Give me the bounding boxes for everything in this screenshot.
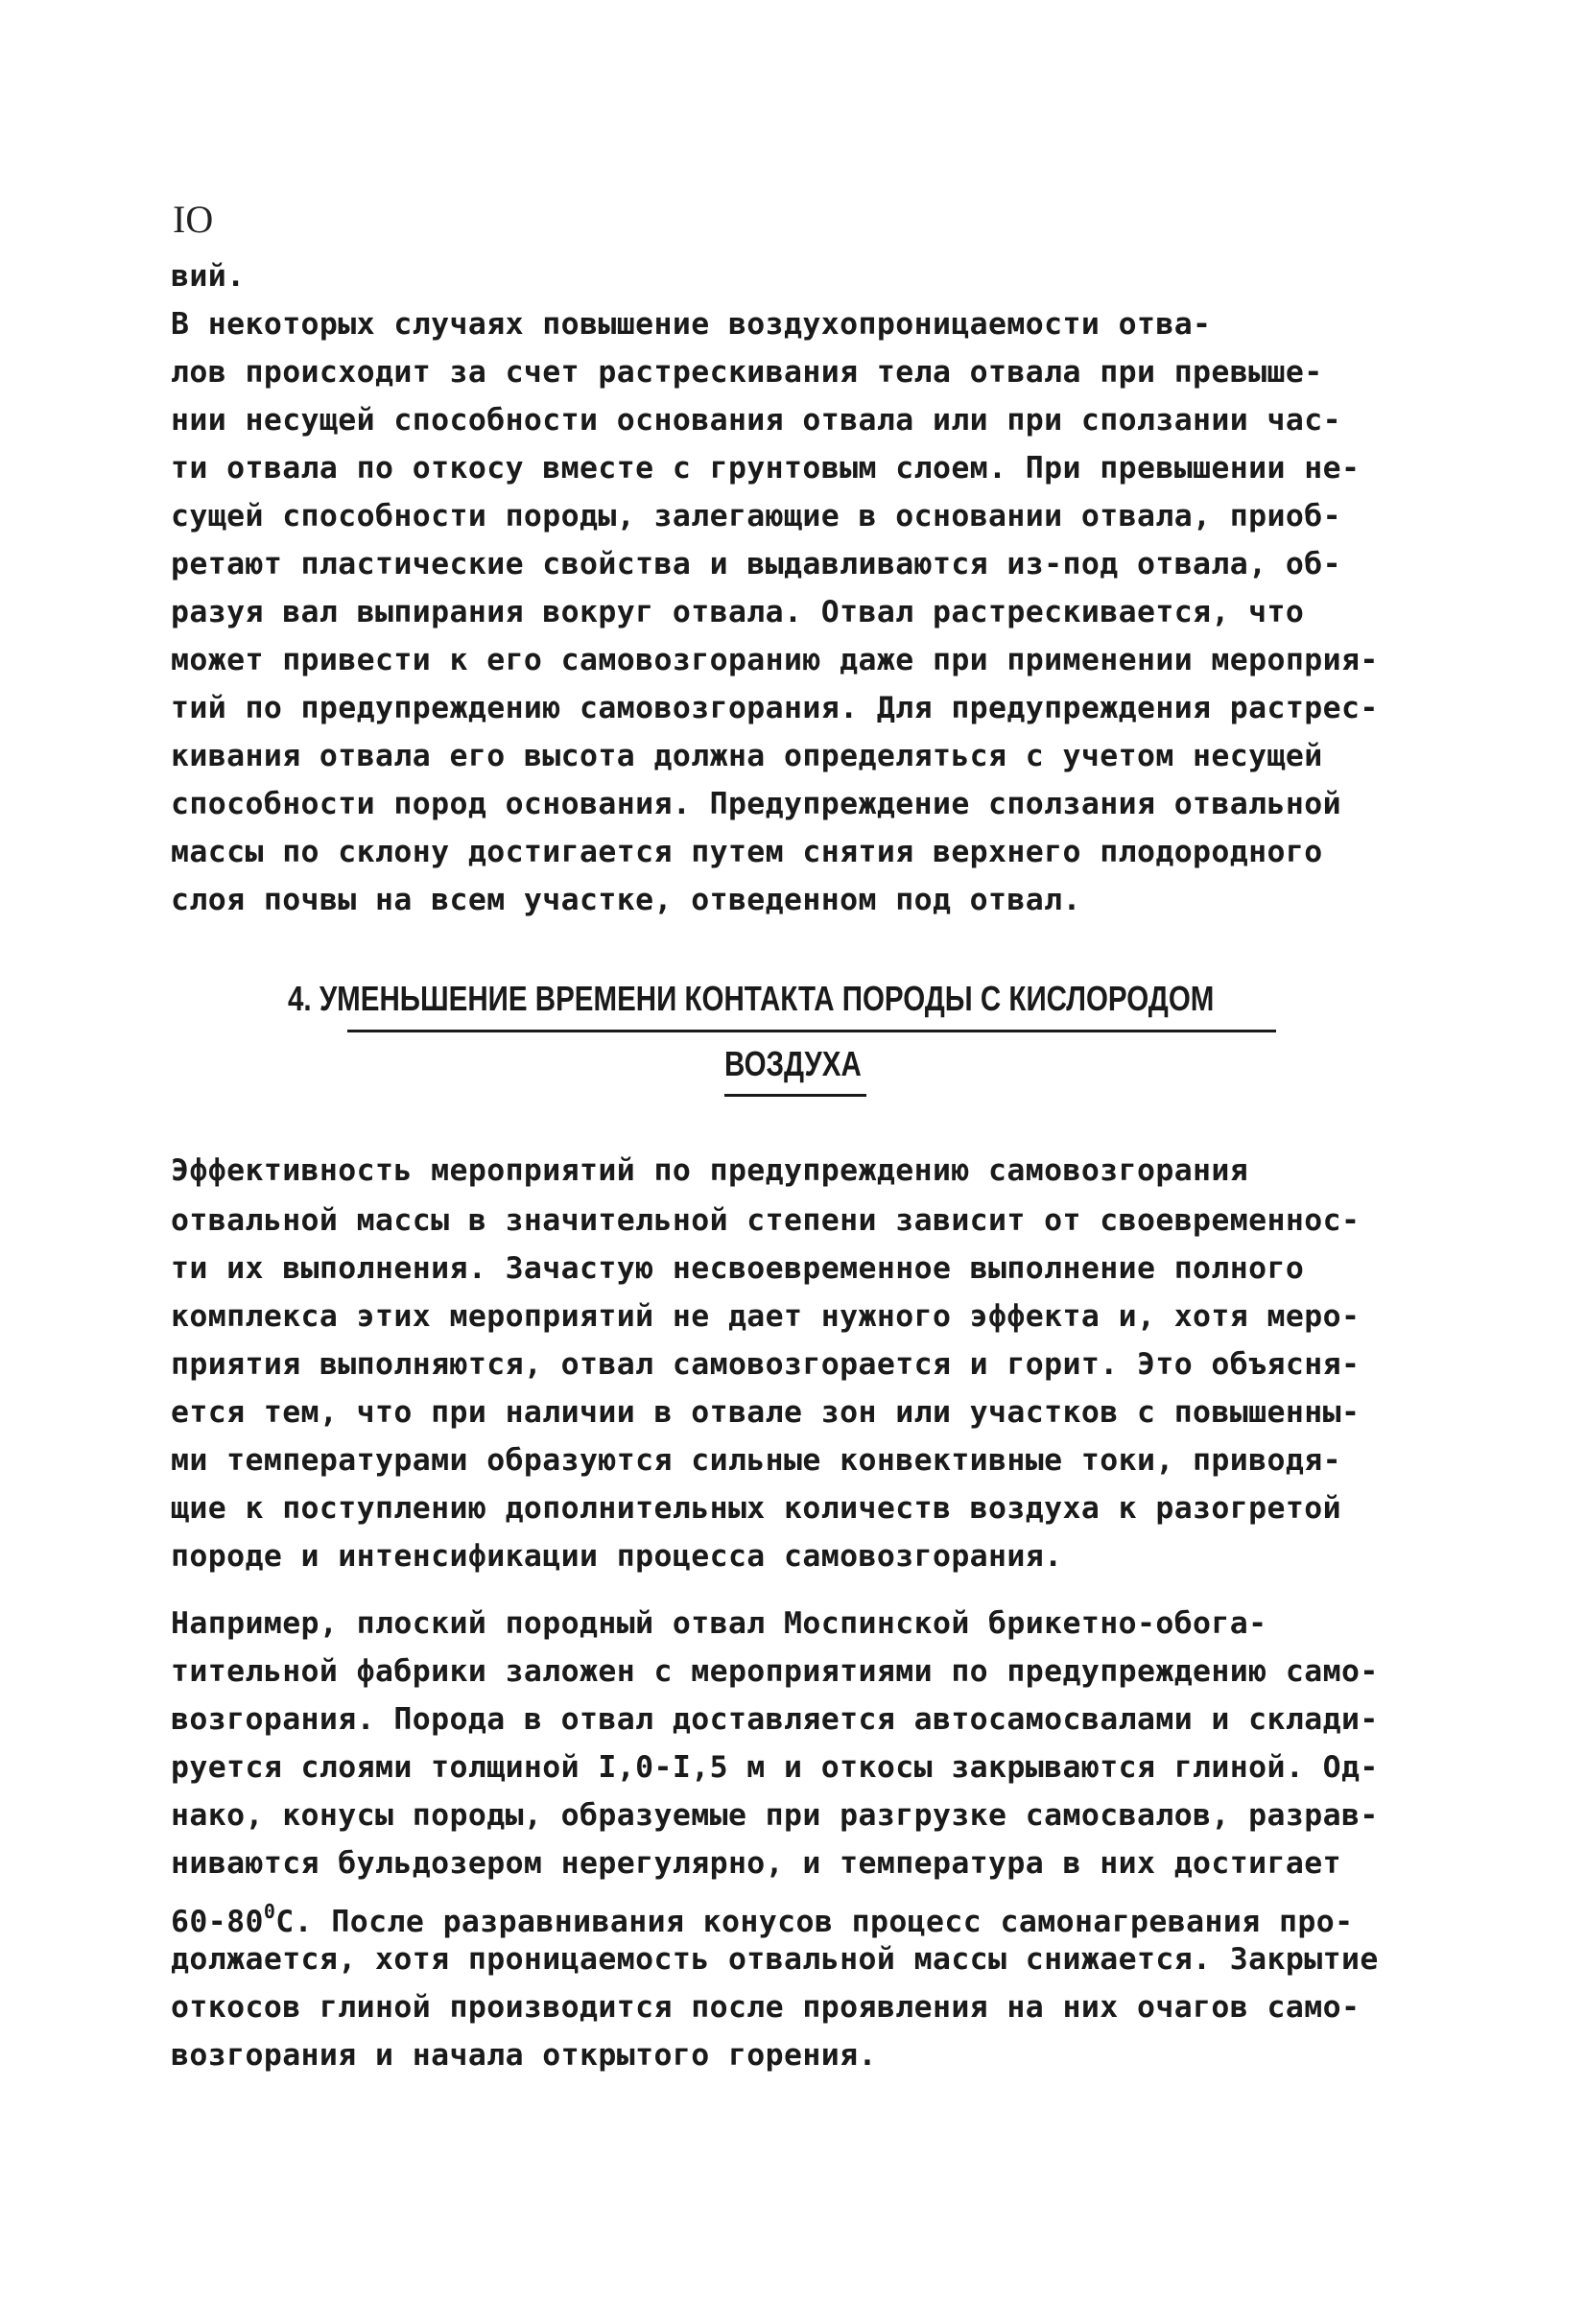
text-line: возгорания и начала открытого горения. (171, 2038, 877, 2073)
text-line: массы по склону достигается путем снятия верхнего плодородного (171, 835, 1323, 869)
text-line: руется слоями толщиной I,0-I,5 м и откосы закрываются глиной. Од- (171, 1750, 1379, 1785)
heading-underline-2 (724, 1094, 866, 1097)
text-line: откосов глиной производится после проявления на них очагов само- (171, 1990, 1361, 2025)
text-line: нако, конусы породы, образуемые при разгрузке самосвалов, разрав- (171, 1798, 1379, 1833)
text-line: Например, плоский породный отвал Моспинской брикетно-обога- (171, 1606, 1267, 1641)
text-line: кивания отвала его высота должна определяться с учетом несущей (171, 739, 1323, 773)
section-heading-line-2: ВОЗДУХА (724, 1044, 862, 1083)
text-line: приятия выполняются, отвал самовозгорается и горит. Это объясня- (171, 1347, 1361, 1382)
text-line: ретают пластические свойства и выдавливаются из-под отвала, об- (171, 547, 1341, 581)
text-line: лов происходит за счет растрескивания тела отвала при превыше- (171, 355, 1323, 390)
temperature-line-rest: С. После разравнивания конусов процесс самонагревания про- (275, 1905, 1354, 1939)
text-line: ниваются бульдозером нерегулярно, и температура в них достигает (171, 1846, 1341, 1881)
text-line-temperature (171, 1892, 1353, 1941)
text-line: тительной фабрики заложен с мероприятиями по предупреждению само- (171, 1654, 1379, 1689)
text-line: разуя вал выпирания вокруг отвала. Отвал растрескивается, что (171, 595, 1305, 629)
text-line: возгорания. Порода в отвал доставляется автосамосвалами и склади- (171, 1702, 1379, 1737)
temperature-range: 60-80 (171, 1905, 264, 1939)
section-heading-line-1: 4. УМЕНЬШЕНИЕ ВРЕМЕНИ КОНТАКТА ПОРОДЫ С КИСЛОРОДОМ (288, 979, 1215, 1018)
text-line: способности пород основания. Предупреждение сползания отвальной (171, 787, 1341, 821)
text-line: породе и интенсификации процесса самовозгорания. (171, 1539, 1063, 1574)
degree-sign: 0 (263, 1900, 276, 1923)
text-line: В некоторых случаях повышение воздухопроницаемости отва- (171, 307, 1212, 342)
text-line: комплекса этих мероприятий не дает нужного эффекта и, хотя меро- (171, 1299, 1361, 1334)
page-number: IO (173, 198, 214, 241)
text-line: может привести к его самовозгоранию даже при применении мероприя- (171, 643, 1379, 677)
text-line: тий по предупреждению самовозгорания. Для предупреждения растрес- (171, 691, 1379, 725)
text-line: отвальной массы в значительной степени зависит от своевременнос- (171, 1203, 1361, 1238)
text-line: нии несущей способности основания отвала или при сползании час- (171, 403, 1341, 438)
text-line: слоя почвы на всем участке, отведенном под отвал. (171, 883, 1081, 917)
text-line: ти отвала по откосу вместе с грунтовым слоем. При превышении не- (171, 451, 1361, 486)
heading-underline-1 (347, 1030, 1276, 1032)
text-line: сущей способности породы, залегающие в основании отвала, приоб- (171, 499, 1341, 534)
text-line: вий. (171, 259, 246, 294)
text-line: щие к поступлению дополнительных количеств воздуха к разогретой (171, 1491, 1341, 1526)
text-line: ется тем, что при наличии в отвале зон или участков с повышенны- (171, 1395, 1361, 1430)
text-line: Эффективность мероприятий по предупреждению самовозгорания (171, 1153, 1249, 1188)
text-line: ми температурами образуются сильные конвективные токи, приводя- (171, 1443, 1341, 1478)
text-line: ти их выполнения. Зачастую несвоевременное выполнение полного (171, 1251, 1305, 1286)
text-line: должается, хотя проницаемость отвальной массы снижается. Закрытие (171, 1942, 1379, 1977)
